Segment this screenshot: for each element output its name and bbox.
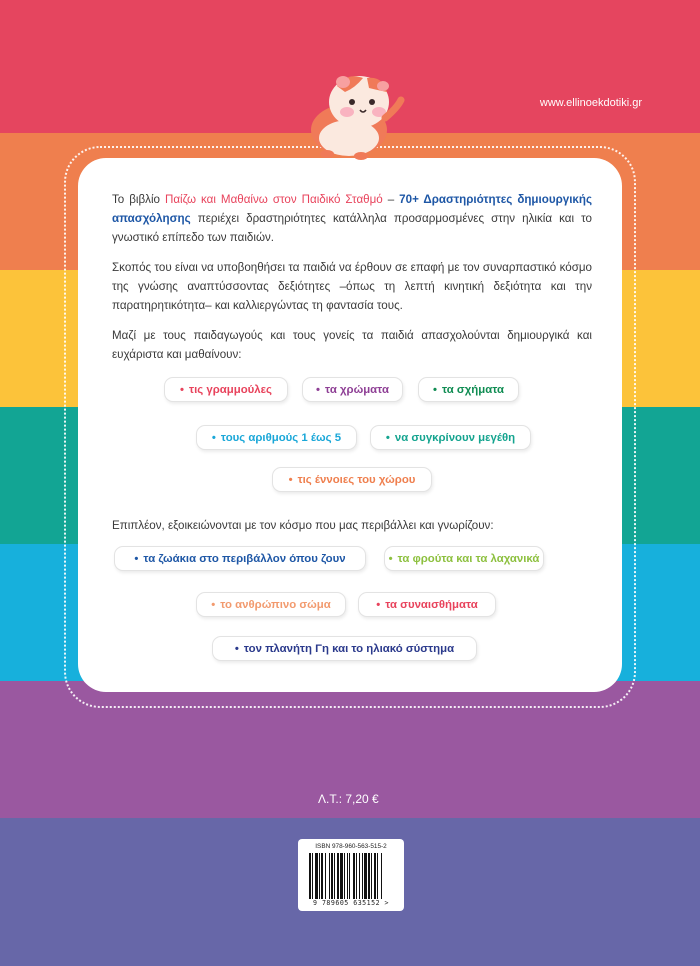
pill-label: τα φρούτα και τα λαχανικά: [397, 553, 540, 565]
pill-label: τα σχήματα: [442, 384, 504, 396]
paragraph-world: Επιπλέον, εξοικειώνονται με τον κόσμο που μας περιβάλλει και γνωρίζουν:: [112, 519, 494, 532]
skills-pill-1: [164, 377, 288, 402]
pill-label: τους αριθμούς 1 έως 5: [220, 432, 342, 444]
intro-paragraph: [112, 190, 592, 247]
world-pill-2: [384, 546, 544, 571]
skills-pill-6: [272, 467, 432, 492]
world-pill-3: [196, 592, 346, 617]
bullet-icon: •: [211, 599, 216, 611]
skills-pill-5: [370, 425, 531, 450]
intro-text-1: Το βιβλίο: [112, 193, 165, 206]
intro-text-2: περιέχει δραστηριότητες κατάλληλα προσαρμοσμένες στην ηλικία και το γνωστικό επίπεδο των παιδιών.: [112, 212, 592, 244]
skills-pill-3: [418, 377, 519, 402]
world-pill-4: [358, 592, 496, 617]
bullet-icon: •: [234, 643, 239, 655]
isbn-barcode: [298, 839, 404, 911]
bullet-icon: •: [134, 553, 139, 565]
intro-dash: –: [382, 193, 400, 206]
paragraph-learn: Μαζί με τους παιδαγωγούς και τους γονείς τα παιδιά απασχολούνται δημιουργικά και ευχάριστα και μαθαίνουν:: [112, 329, 592, 361]
bullet-icon: •: [433, 384, 437, 396]
isbn-label: ISBN 978-960-563-515-2: [315, 843, 387, 850]
hamster-icon: [297, 58, 417, 168]
pill-label: τις έννοιες του χώρου: [297, 474, 416, 486]
price-label: Λ.Τ.: 7,20 €: [318, 792, 379, 806]
pill-label: τα ζωάκια στο περιβάλλον όπου ζουν: [143, 553, 346, 565]
isbn-digits: 9 789605 635152 >: [313, 899, 389, 907]
pill-label: τα χρώματα: [325, 384, 389, 396]
pill-label: τα συναισθήματα: [385, 599, 478, 611]
pill-label: το ανθρώπινο σώμα: [220, 599, 331, 611]
bullet-icon: •: [288, 474, 293, 486]
bullet-icon: •: [388, 553, 393, 565]
bullet-icon: •: [211, 432, 216, 444]
pill-label: τον πλανήτη Γη και το ηλιακό σύστημα: [243, 643, 455, 655]
bullet-icon: •: [385, 432, 390, 444]
skills-pill-2: [302, 377, 403, 402]
barcode-bars: [309, 853, 393, 899]
bullet-icon: •: [180, 384, 185, 396]
world-pill-1: [114, 546, 366, 571]
pill-label: τις γραμμούλες: [189, 384, 272, 396]
book-subtitle: 70+ Δραστηριότητες δημιουργικής απασχόλησης: [112, 193, 592, 225]
bullet-icon: •: [316, 384, 321, 396]
pill-label: να συγκρίνουν μεγέθη: [394, 432, 516, 444]
website-link[interactable]: www.ellinoekdotiki.gr: [539, 97, 642, 109]
skills-pill-4: [196, 425, 357, 450]
world-pill-5: [212, 636, 477, 661]
bullet-icon: •: [376, 599, 381, 611]
book-title: Παίζω και Μαθαίνω στον Παιδικό Σταθμό: [164, 193, 383, 206]
paragraph-purpose: Σκοπός του είναι να υποβοηθήσει τα παιδιά να έρθουν σε επαφή με τον συναρπαστικό κόσμο της γνώσης αναπτύσσοντας δεξιότητες –όπως τη λεπτή κινητική δεξιότητα και την παρατηρητικότητα– και καλλιεργώντας τη φαντασία τους.: [112, 261, 592, 312]
